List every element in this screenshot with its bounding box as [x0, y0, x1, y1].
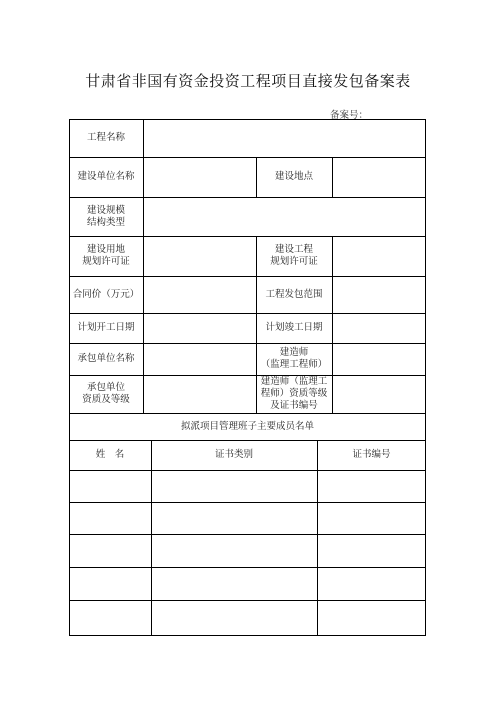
land-permit-value[interactable]: [143, 236, 256, 276]
build-location-label: 建设地点: [274, 171, 313, 182]
planned-start-value[interactable]: [143, 313, 256, 343]
member-cert-number-cell[interactable]: [317, 534, 426, 567]
scale-structure-label: 建设规模 结构类型: [86, 204, 125, 228]
member-cert-number-cell[interactable]: [317, 567, 426, 600]
architect-qualification-value[interactable]: [332, 375, 426, 413]
member-cert-type-cell[interactable]: [151, 470, 317, 502]
architect-qualification-label: 建造师（监理工 程师）资质等级 及证书编号: [260, 376, 328, 411]
contract-scope-label: 工程发包范围: [265, 288, 323, 300]
contractor-name-label: 承包单位名称: [77, 353, 135, 364]
member-cert-type-cell[interactable]: [151, 502, 317, 534]
planned-finish-label: 计划竣工日期: [265, 322, 323, 333]
member-name-cell[interactable]: [69, 534, 151, 567]
member-cert-type-cell[interactable]: [151, 534, 317, 567]
member-header-cert-number: 证书编号: [352, 449, 391, 460]
planned-start-label: 计划开工日期: [77, 322, 135, 333]
planned-finish-value[interactable]: [332, 313, 426, 343]
project-name-value[interactable]: [143, 119, 426, 157]
contractor-name-value[interactable]: [143, 343, 256, 375]
member-name-cell[interactable]: [69, 470, 151, 502]
member-header-name: 姓 名: [95, 449, 125, 460]
land-permit-label: 建设用地 规划许可证: [82, 244, 130, 267]
project-permit-label: 建设工程 规划许可证: [270, 244, 318, 267]
architect-label: 建造师 （监理工程师）: [260, 347, 328, 370]
contractor-qualification-value[interactable]: [143, 375, 256, 413]
contract-price-value[interactable]: [143, 276, 256, 313]
builder-name-label: 建设单位名称: [77, 171, 135, 182]
member-cert-type-cell[interactable]: [151, 600, 317, 636]
contractor-qualification-label: 承包单位 资质及等级: [82, 382, 130, 405]
member-name-cell[interactable]: [69, 567, 151, 600]
project-permit-value[interactable]: [332, 236, 426, 276]
build-location-value[interactable]: [332, 157, 426, 197]
member-cert-number-cell[interactable]: [317, 470, 426, 502]
form-title: 甘肃省非国有资金投资工程项目直接发包备案表: [85, 72, 411, 90]
member-cert-number-cell[interactable]: [317, 600, 426, 636]
architect-value[interactable]: [332, 343, 426, 375]
member-name-cell[interactable]: [69, 600, 151, 636]
member-name-cell[interactable]: [69, 502, 151, 534]
builder-name-value[interactable]: [143, 157, 256, 197]
scale-structure-value[interactable]: [143, 197, 426, 236]
team-heading: 拟派项目管理班子主要成员名单: [180, 420, 314, 432]
project-name-label: 工程名称: [86, 132, 125, 143]
member-header-cert-type: 证书类别: [214, 449, 253, 460]
member-cert-type-cell[interactable]: [151, 567, 317, 600]
contract-price-label: 合同价（万元）: [72, 288, 140, 300]
member-cert-number-cell[interactable]: [317, 502, 426, 534]
record-number-label: 备案号：: [330, 110, 369, 121]
contract-scope-value[interactable]: [332, 276, 426, 313]
